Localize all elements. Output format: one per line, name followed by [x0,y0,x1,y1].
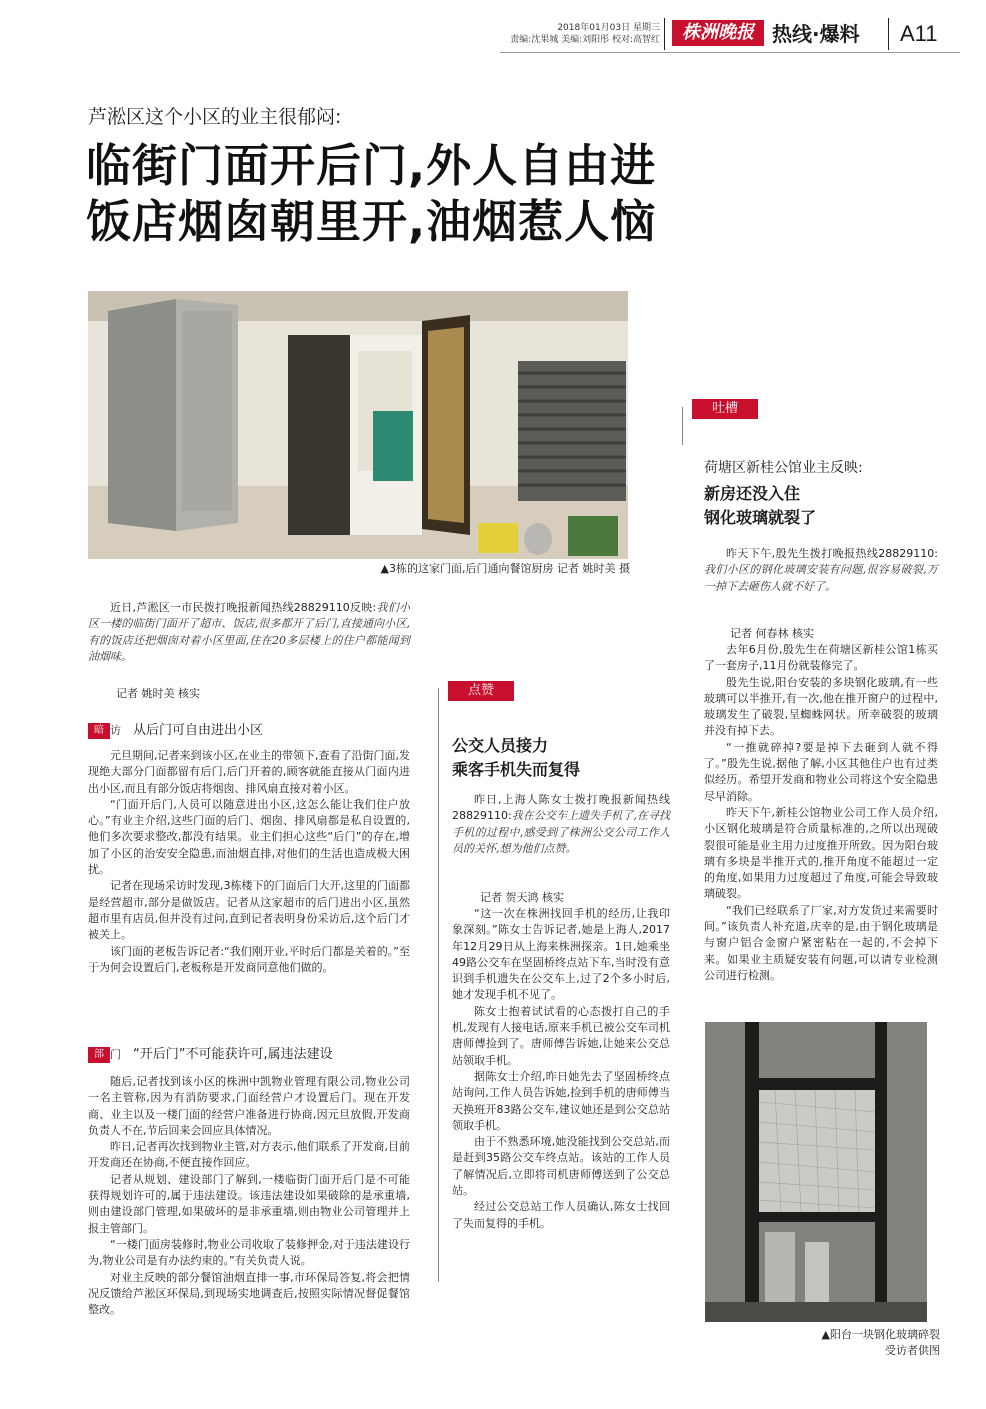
paragraph: 殷先生说,阳台安装的多块钢化玻璃,有一些玻璃可以半推开,有一次,他在推开窗户的过程中,玻璃发生了破裂,呈蜘蛛网状。所幸破裂的玻璃并没有掉下去。 [704,675,938,738]
praise-title [452,734,580,782]
complaint-lead-quote: 我们小区的钢化玻璃安装有问题,很容易破裂,万一掉下去砸伤人就不好了。 [704,563,938,593]
praise-lead-text: 昨日,上海人陈女士拨打晚报新闻热线28829110: [452,793,670,823]
paragraph: “我们已经联系了厂家,对方发货过来需要时间。”该负责人补充道,庆幸的是,由于钢化玻璃是与窗户铝合金窗户紧密粘在一起的,不会掉下来。如果业主质疑安装有问题,可以请专业检测公司进行检测。 [704,903,938,982]
section-1-tag: 暗 [88,723,110,739]
paragraph: 元旦期间,记者来到该小区,在业主的带领下,查看了沿街门面,发现绝大部分门面都留有后门,后门开着的,顾客就能直接从门面内进出小区,而且有部分饭店将烟囱、排风扇直接对着小区。 [88,749,410,795]
paragraph: 由于不熟悉环境,她没能找到公交总站,而是赶到35路公交车终点站。该站的工作人员了解情况后,立即将司机唐师傅送到了公交总站。 [452,1135,670,1198]
glass-photo-caption [760,1327,940,1359]
praise-title-line-2: 乘客手机失而复得 [452,760,581,779]
storefront-photo [88,291,628,559]
paragraph: “门面开后门,人员可以随意进出小区,这怎么能让我们住户放心。”有业主介绍,这些门面的后门、烟囱、排风扇都是私自设置的,他们多次要求整改,都没有结果。业主们担心这些“后门”的存在,增加了小区的治安安全隐患,而油烟直排,对他们的生活也造成极大困扰。 [88,797,410,877]
caption-triangle-icon: ▲ [380,562,390,575]
photo-caption [338,561,630,577]
section-1-body [88,748,410,976]
paragraph: 记者从规划、建设部门了解到,一楼临街门面开后门是不可能获得规划许可的,属于违法建设。该违法建设如果破除的是承重墙,则由建设部门管理,如果破坏的是非承重墙,则由物业公司管理并上报主管部门。 [88,1172,410,1235]
paragraph: 记者在现场采访时发现,3栋楼下的门面后门大开,这里的门面都是经营超市,部分是做饭店。记者从这家超市的后门进出小区,虽然超市里有店员,但并没有过问,直到记者表明身份采访后,这个后门才被关上。 [88,879,410,942]
complaint-tag: 吐槽 [692,399,758,419]
masthead-meta [500,22,660,46]
section-2-tag: 部 [88,1047,110,1063]
paragraph: “一楼门面房装修时,物业公司收取了装修押金,对于违法建设行为,物业公司是有办法约束的。”有关负责人说。 [88,1237,410,1268]
paragraph: 昨日,记者再次找到物业主管,对方表示,他们联系了开发商,目前开发商还在协商,不便直接作回应。 [88,1140,410,1170]
complaint-lead-text: 昨天下午,殷先生拨打晚报热线28829110: [726,547,938,560]
article-lead [88,600,410,665]
section-title: 热线·爆料 [772,22,860,46]
header-divider-2 [888,18,889,50]
paragraph: 陈女士抱着试试看的心态拨打自己的手机,发现有人接电话,原来手机已被公交车司机唐师傅捡到了。唐师傅告诉她,让她来公交总站领取手机。 [452,1004,670,1067]
header-rule [500,52,960,53]
complaint-kicker: 荷塘区新桂公馆业主反映: [704,460,863,476]
paragraph: 对业主反映的部分餐馆油烟直排一事,市环保局答复,将会把情况反馈给芦淞区环保局,到现场实地调查后,按照实际情况督促餐馆整改。 [88,1270,410,1317]
article-headline [86,138,656,250]
section-1-header [88,722,263,740]
photo-caption-text: 3栋的这家门面,后门通向餐馆厨房 记者 姚时美 摄 [389,562,630,575]
praise-tag: 点赞 [448,681,514,701]
newspaper-logo: 株洲晚报 [672,20,764,46]
paragraph: “一推就碎掉?要是掉下去砸到人就不得了。”殷先生说,据他了解,小区其他住户也有过类似经历。希望开发商和物业公司将这个安全隐患尽早消除。 [704,740,938,803]
glass-caption-text: 阳台一块钢化玻璃碎裂 [830,1328,940,1341]
caption-triangle-icon: ▲ [821,1328,830,1341]
section-2-header [88,1046,333,1064]
complaint-title [704,482,816,530]
headline-line-1: 临街门面开后门,外人自由进 [86,139,657,192]
paragraph: 昨天下午,新桂公馆物业公司工作人员介绍,小区钢化玻璃是符合质量标准的,之所以出现破裂很可能是业主用力过度推开所致。因为阳台玻璃有多块是半推开式的,推开角度不能超过一定的角度,如果用力过度超过了角度,可能会导致玻璃破裂。 [704,805,938,901]
praise-body [452,906,670,1232]
paragraph: 据陈女士介绍,昨日她先去了坚固桥终点站询问,工作人员告诉她,捡到手机的唐师傅当天换班开83路公交车,建议她还是到公交总站领取手机。 [452,1069,670,1132]
header-divider [664,18,665,50]
paragraph: 该门面的老板告诉记者:“我们刚开业,平时后门都是关着的。”至于为何会设置后门,老板称是开发商同意他们做的。 [88,944,410,974]
headline-line-2: 饭店烟囱朝里开,油烟惹人恼 [86,195,657,248]
page-number: A11 [900,21,938,46]
paragraph: 去年6月份,殷先生在荷塘区新桂公馆1栋买了一套房子,11月份就装修完了。 [704,643,938,673]
praise-reporter: 记者 贺天鸿 核实 [480,891,564,904]
section-2-title: “开后门”不可能获许可,属违法建设 [133,1047,333,1062]
lead-text: 近日,芦淞区一市民拨打晚报新闻热线28829110反映: [110,601,377,614]
lead-quote: 我们小区一楼的临街门面开了超市、饭店,很多都开了后门,直接通向小区,有的饭店还把烟囱对着小区里面,住在20多层楼上的住户都能闻到油烟味。 [88,601,410,663]
article-kicker: 芦淞区这个小区的业主很郁闷: [88,106,342,128]
article-reporter: 记者 姚时美 核实 [116,687,200,700]
storefront-photo-illustration [88,291,628,559]
paragraph: “这一次在株洲找回手机的经历,让我印象深刻。”陈女士告诉记者,她是上海人,2017年12月29日从上海来株洲探亲。1日,她乘坐49路公交车在坚固桥终点站下车,当时没有意识到手机遗失在公交车上,过了2个多小时后,她才发现手机不见了。 [452,907,670,1002]
section-2-body [88,1074,410,1318]
glass-caption-credit: 受访者供图 [885,1344,940,1357]
complaint-title-line-1: 新房还没入住 [704,484,801,503]
section-2-tag-rest: 门 [110,1048,121,1061]
complaint-reporter: 记者 何春林 核实 [730,627,814,640]
complaint-title-line-2: 钢化玻璃就裂了 [704,508,817,527]
editors-line: 责编:沈果城 美编:刘阳彤 校对:高智红 [510,35,660,45]
complaint-body [704,642,938,984]
paragraph: 随后,记者找到该小区的株洲中凯物业管理有限公司,物业公司一名主管称,因为有消防要求,门面经营户才设置后门。现在开发商、业主以及一楼门面的经营户准备进行协商,因元旦放假,开发商负责人不在,节后回来会回应具体情况。 [88,1075,410,1137]
praise-title-line-1: 公交人员接力 [452,736,549,755]
paragraph: 经过公交总站工作人员确认,陈女士找回了失而复得的手机。 [452,1200,670,1230]
complaint-lead [704,546,938,595]
date-line: 2018年01月03日 星期三 [557,23,660,33]
praise-lead-quote: 我在公交车上遗失手机了,在寻找手机的过程中,感受到了株洲公交公司工作人员的关怀,想为他们点赞。 [452,809,670,855]
section-1-tag-rest: 访 [110,724,121,737]
section-1-title: 从后门可自由进出小区 [133,723,264,738]
cracked-glass-illustration [705,1022,927,1322]
cracked-glass-photo [705,1022,927,1322]
praise-lead [452,792,670,857]
